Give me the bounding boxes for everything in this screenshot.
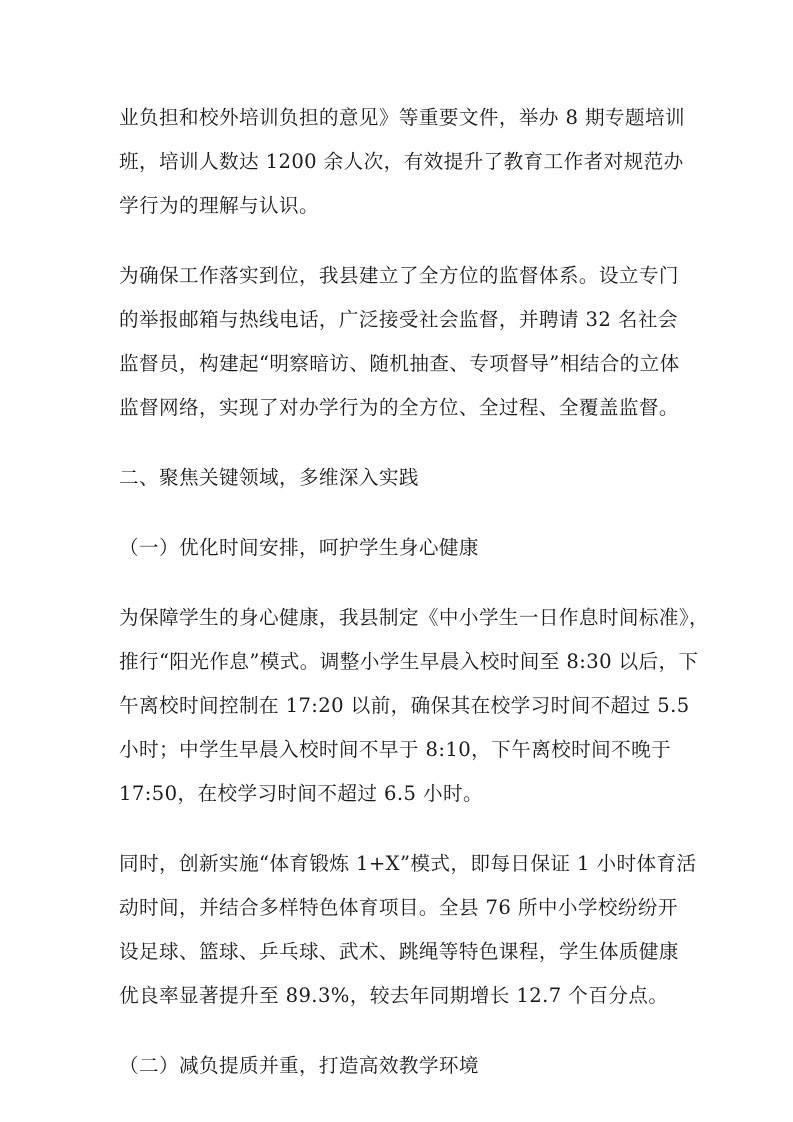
text-line: 监督网络，实现了对办学行为的全方位、全过程、全覆盖监督。: [119, 396, 679, 419]
paragraph: [119, 96, 685, 228]
text-line: 班，培训人数达 1200 余人次，有效提升了教育工作者对规范办: [119, 150, 684, 173]
text-line: 17:50，在校学习时间不超过 6.5 小时。: [119, 782, 484, 805]
paragraph: [119, 596, 710, 816]
text-line: 推行“阳光作息”模式。调整小学生早晨入校时间至 8:30 以后，下: [119, 650, 699, 673]
heading-text: 二、聚焦关键领域，多维深入实践: [119, 466, 419, 489]
text-line: 学行为的理解与认识。: [119, 194, 319, 217]
text-line: 动时间，并结合多样特色体育项目。全县 76 所中小学校纷纷开: [119, 896, 678, 919]
subsection-heading: [119, 1044, 681, 1088]
text-line: 同时，创新实施“体育锻炼 1+X”模式，即每日保证 1 小时体育活: [119, 852, 697, 875]
text-line: 午离校时间控制在 17:20 以前，确保其在校学习时间不超过 5.5: [119, 694, 690, 717]
text-line: 为保障学生的身心健康，我县制定《中小学生一日作息时间标准》，: [119, 606, 710, 629]
heading-text: （一）优化时间安排，呵护学生身心健康: [119, 536, 479, 559]
subsection-heading: [119, 526, 681, 570]
text-line: 设足球、篮球、乒乓球、武术、跳绳等特色课程，学生体质健康: [119, 940, 679, 963]
text-line: 优良率显著提升至 89.3%，较去年同期增长 12.7 个百分点。: [119, 984, 669, 1007]
document-page: [119, 96, 710, 1114]
paragraph: [119, 842, 697, 1018]
text-line: 的举报邮箱与热线电话，广泛接受社会监督，并聘请 32 名社会: [119, 308, 678, 331]
section-heading: [119, 456, 681, 500]
paragraph: [119, 254, 681, 430]
text-line: 小时；中学生早晨入校时间不早于 8:10，下午离校时间不晚于: [119, 738, 672, 761]
text-line: 业负担和校外培训负担的意见》等重要文件，举办 8 期专题培训: [119, 106, 685, 129]
heading-text: （二）减负提质并重，打造高效教学环境: [119, 1054, 479, 1077]
text-line: 为确保工作落实到位，我县建立了全方位的监督体系。设立专门: [119, 264, 679, 287]
text-line: 监督员，构建起“明察暗访、随机抽查、专项督导”相结合的立体: [119, 352, 680, 375]
